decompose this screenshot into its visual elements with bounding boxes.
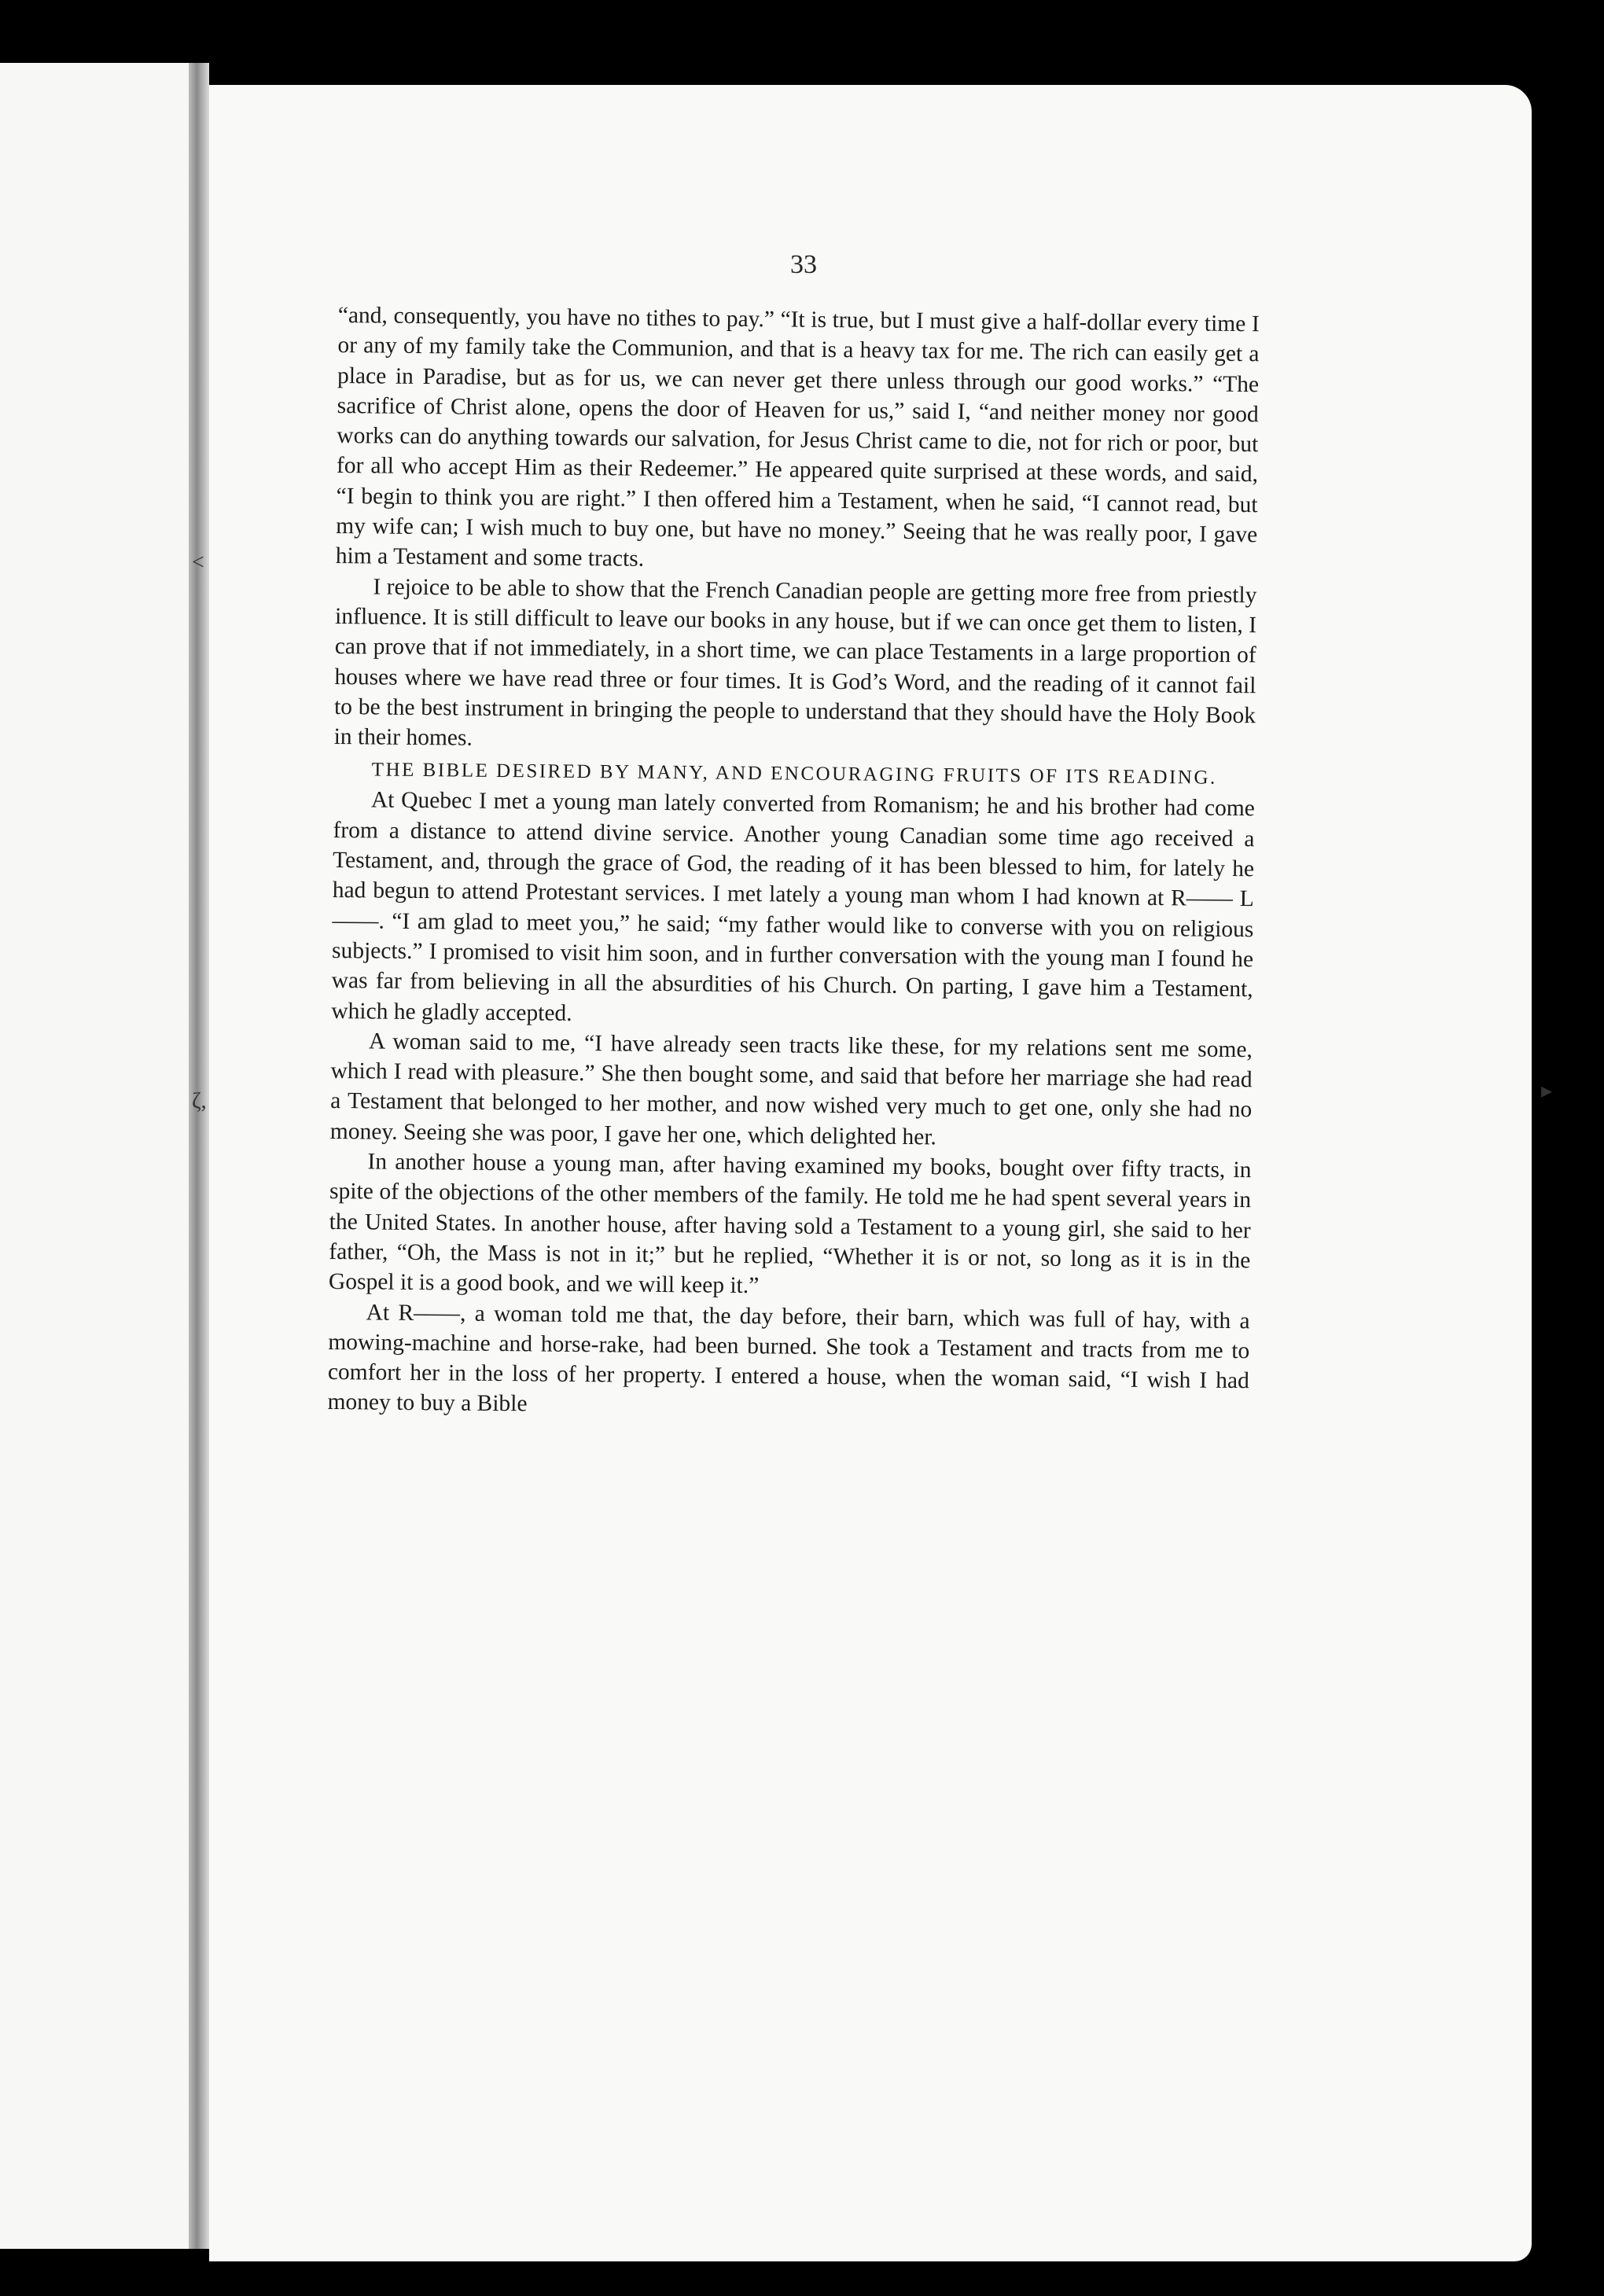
paragraph: At R——, a woman told me that, the day before, their barn, which was full of hay, with a mowing-machine and horse-rake, had been burned. She took a Testament and tracts from me to comfort her in the loss of her property. I entered a house, when the woman said, “I wish I had money to buy a Bible (327, 1299, 1250, 1417)
page-number: 33 (790, 250, 817, 279)
left-page (0, 63, 189, 2249)
paragraph: At Quebec I met a young man lately converted from Romanism; he and his brother had come from a distance to attend divine service. Another young Canadian some time ago received a Testament, and, through the grace of God, the reading of it has been blessed to him, for lately he had begun to attend Protestant services. I met lately a young man whom I had known at R—— L——. “I am glad to meet you,” he said; “my father would like to converse with you on religious subjects.” I promised to visit him soon, and in further conversation with the young man I found he was far from believing in all the absurdities of his Church. On parting, I gave him a Testament, which he gladly accepted. (331, 787, 1255, 1026)
paragraph: I rejoice to be able to show that the French Canadian people are getting more free from priestly influence. It is still difficult to leave our books in any house, but if we can once get them to listen, I can prove that if not immediately, in a short time, we can place Testaments in a large proportion of houses where we have read three or four times. It is God’s Word, and the reading of it cannot fail to be the best instrument in bringing the people to understand that they should have the Holy Book in their homes. (333, 574, 1257, 751)
scan-speck: ˂ (192, 550, 204, 575)
paragraph: A woman said to me, “I have already seen tracts like these, for my relations sent me some, which I read with pleasure.” She then bought some, and said that before her marriage she had read a Testament that belonged to her mother, and now wished very much to get one, only she had no money. Seeing she was poor, I gave her one, which delighted her. (329, 1028, 1253, 1150)
book-gutter (189, 63, 209, 2249)
paragraph: In another house a young man, after having examined my books, bought over fifty tracts, in spite of the objections of the other members of the family. He told me he had spent several years in the United States. In another house, after having sold a Testament to a young girl, she said to her father, “Oh, the Mass is not in it;” but he replied, “Whether it is or not, so long as it is in the Gospel it is a good book, and we will keep it.” (328, 1149, 1252, 1299)
page-text (327, 300, 1260, 1426)
scan-speck: ζ, (192, 1089, 207, 1113)
paragraph: “and, consequently, you have no tithes to pay.” “It is true, but I must give a half-dollar every time I or any of my family take the Communion, and that is a heavy tax for me. The rich can easily get a place in Paradise, but as for us, we can never get there unless through our good works.” “The sacrifice of Christ alone, opens the door of Heaven for us,” said I, “and neither money nor good works can do anything towards our salvation, for Jesus Christ came to die, not for rich or poor, but for all who accept Him as their Redeemer.” He appeared quite surprised at these words, and said, “I begin to think you are right.” I then offered him a Testament, when he said, “I cannot read, but my wife can; I wish much to buy one, but have no money.” Seeing that he was really poor, I gave him a Testament and some tracts. (335, 302, 1260, 572)
section-heading: THE BIBLE DESIRED BY MANY, AND ENCOURAGING FRUITS OF ITS READING. (371, 759, 1217, 789)
scan-speck: ▸ (1541, 1079, 1553, 1103)
